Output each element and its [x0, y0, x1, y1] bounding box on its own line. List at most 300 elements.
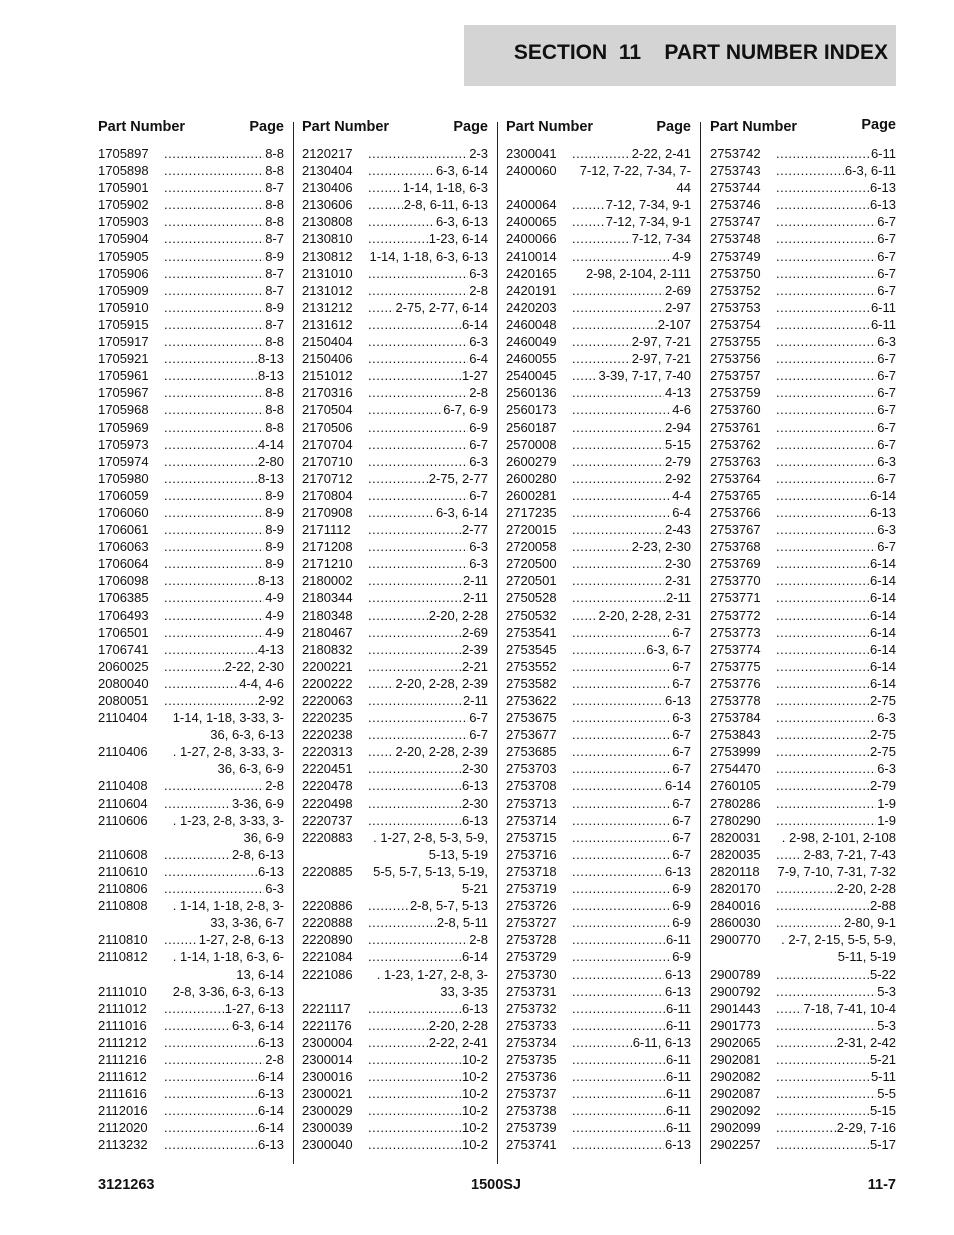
page-reference	[776, 453, 896, 470]
dot-leader	[776, 265, 876, 282]
dot-leader	[572, 196, 605, 213]
page-reference	[572, 777, 691, 794]
dot-leader	[164, 350, 257, 367]
dot-leader	[776, 196, 869, 213]
page-reference	[572, 401, 691, 418]
part-number: 2180832	[302, 641, 353, 657]
dot-leader	[164, 1000, 224, 1017]
page-reference	[572, 521, 691, 538]
dot-leader	[164, 162, 264, 179]
page-reference	[368, 419, 488, 436]
index-row	[98, 795, 284, 812]
part-number: 2131010	[302, 265, 353, 281]
page-value: 2-92	[664, 470, 691, 486]
page-reference	[572, 384, 691, 401]
part-number: 2902087	[710, 1086, 761, 1102]
page-reference	[164, 880, 284, 897]
page-reference	[368, 641, 488, 658]
page-reference	[368, 350, 488, 367]
page-value: 8-9	[265, 539, 284, 555]
page-reference	[164, 624, 284, 641]
page-reference	[368, 948, 488, 965]
part-number: 2220883	[302, 829, 353, 845]
part-number: 2780286	[710, 795, 761, 811]
page-value: 6-4	[672, 504, 691, 520]
index-row	[98, 436, 284, 453]
part-number: 1706098	[98, 573, 149, 589]
dot-leader	[164, 521, 264, 538]
dot-leader	[572, 1085, 665, 1102]
page-value: 8-13	[257, 470, 284, 486]
part-number: 2753770	[710, 573, 761, 589]
dot-leader	[368, 419, 468, 436]
part-number: 2600279	[506, 453, 557, 469]
index-row	[98, 897, 284, 931]
dot-leader	[776, 470, 876, 487]
page-reference	[368, 863, 488, 897]
page-value: 6-7	[672, 727, 691, 743]
page-value: 6-3, 6-7	[646, 641, 691, 657]
page-reference	[368, 829, 488, 863]
page-reference	[572, 948, 691, 965]
part-number: 1705974	[98, 453, 149, 469]
page-value: 6-9	[672, 898, 691, 914]
page-reference	[164, 948, 284, 982]
part-number: 2820035	[710, 846, 761, 862]
page-value: 6-7, 6-9	[443, 402, 488, 418]
dot-leader	[368, 607, 428, 624]
page-value: . 1-14, 1-18, 6-3, 6-13, 6-14	[172, 949, 284, 982]
part-number: 2300021	[302, 1086, 353, 1102]
part-number: 2753715	[506, 829, 557, 845]
part-number-heading: Part Number	[302, 119, 390, 135]
index-row	[710, 248, 896, 265]
page-value: 1-14, 1-18, 6-3	[402, 180, 488, 196]
page-value: 2-20, 2-28	[428, 1017, 488, 1033]
index-row	[506, 1136, 691, 1153]
part-number: 2131612	[302, 316, 353, 332]
index-row	[98, 145, 284, 162]
dot-leader	[368, 572, 462, 589]
part-number: 2220498	[302, 795, 353, 811]
footer-model: 1500SJ	[471, 1177, 521, 1193]
index-row	[302, 709, 488, 726]
index-row	[98, 162, 284, 179]
dot-leader	[368, 658, 461, 675]
page-value: 6-11	[870, 316, 896, 332]
page-reference	[164, 692, 284, 709]
dot-leader	[776, 1051, 869, 1068]
index-row	[302, 931, 488, 948]
page-reference	[776, 538, 896, 555]
page-reference	[164, 572, 284, 589]
dot-leader	[572, 248, 671, 265]
dot-leader	[164, 179, 264, 196]
page-reference	[368, 1102, 488, 1119]
part-number: 1706493	[98, 607, 149, 623]
dot-leader	[572, 555, 664, 572]
part-number: 2753743	[710, 163, 761, 179]
index-row	[506, 1051, 691, 1068]
part-number: 2902092	[710, 1103, 761, 1119]
page-value: 2-20, 2-28, 2-39	[395, 675, 488, 691]
dot-leader	[776, 1000, 802, 1017]
page-reference	[368, 248, 488, 265]
dot-leader	[368, 1102, 461, 1119]
index-row	[506, 880, 691, 897]
page-value: 2-94	[664, 419, 691, 435]
page-reference	[776, 829, 896, 846]
dot-leader	[776, 692, 869, 709]
index-row	[302, 812, 488, 829]
footer-doc-number: 3121263	[98, 1177, 155, 1193]
part-number: 2170504	[302, 402, 353, 418]
part-number: 2753735	[506, 1051, 557, 1067]
index-row	[506, 966, 691, 983]
page-value: 6-9	[672, 949, 691, 965]
index-row	[506, 401, 691, 418]
part-number: 1706061	[98, 522, 149, 538]
dot-leader	[776, 983, 876, 1000]
index-row	[302, 589, 488, 606]
part-number: 2420165	[506, 265, 557, 281]
part-number: 1706741	[98, 641, 149, 657]
part-number: 2753748	[710, 231, 761, 247]
part-number: 2300004	[302, 1034, 353, 1050]
page-reference	[368, 401, 488, 418]
part-number: 2753737	[506, 1086, 557, 1102]
page-value: 8-8	[265, 163, 284, 179]
part-number: 2902065	[710, 1034, 761, 1050]
part-number: 1705901	[98, 180, 149, 196]
part-number: 2130606	[302, 197, 353, 213]
dot-leader	[164, 1119, 257, 1136]
page-value: 6-3, 6-14	[435, 504, 488, 520]
part-number: 2220890	[302, 932, 353, 948]
page-reference	[776, 162, 896, 179]
page-value: 2-31	[664, 573, 691, 589]
page-reference	[368, 333, 488, 350]
page-reference	[368, 1119, 488, 1136]
page-value: 4-4, 4-6	[239, 675, 284, 691]
part-number: 2753774	[710, 641, 761, 657]
part-number: 2110806	[98, 881, 148, 897]
index-row	[506, 1034, 691, 1051]
index-row	[506, 230, 691, 247]
page-value: 6-14	[869, 624, 896, 640]
index-row	[506, 436, 691, 453]
page-value: 7-12, 7-34, 9-1	[605, 197, 691, 213]
dot-leader	[572, 658, 671, 675]
part-number: 2753843	[710, 727, 761, 743]
part-number: 2113232	[98, 1137, 148, 1153]
dot-leader	[164, 213, 264, 230]
dot-leader	[776, 248, 876, 265]
part-number: 2753742	[710, 146, 761, 161]
page-reference	[368, 521, 488, 538]
page-value: 8-8	[265, 146, 284, 161]
dot-leader	[164, 1051, 264, 1068]
page-value: 8-7	[265, 231, 284, 247]
page-reference	[368, 145, 488, 162]
page-reference	[164, 1068, 284, 1085]
index-row	[98, 863, 284, 880]
part-number: 2170710	[302, 453, 353, 469]
part-number: 2753755	[710, 334, 761, 350]
index-row	[302, 367, 488, 384]
part-number: 1705973	[98, 436, 149, 452]
page-reference	[572, 196, 691, 213]
page-reference	[776, 966, 896, 983]
dot-leader	[572, 419, 664, 436]
page-reference	[776, 658, 896, 675]
dot-leader	[164, 1017, 231, 1034]
page-reference	[776, 179, 896, 196]
dot-leader	[776, 504, 869, 521]
index-row	[506, 897, 691, 914]
page-value: 6-13	[461, 778, 488, 794]
page-value: 6-14	[869, 590, 896, 606]
part-number: 2901773	[710, 1017, 761, 1033]
part-number: 2460049	[506, 334, 557, 350]
index-row	[710, 1119, 896, 1136]
index-row	[710, 589, 896, 606]
page-reference	[368, 555, 488, 572]
index-row	[710, 367, 896, 384]
index-row	[98, 1034, 284, 1051]
page-reference	[776, 265, 896, 282]
page-value: 6-9	[672, 915, 691, 931]
page-value: 6-3, 6-11	[844, 163, 896, 179]
page-reference	[572, 1068, 691, 1085]
part-number: 2180467	[302, 624, 353, 640]
index-row	[98, 419, 284, 436]
page-value: 6-13	[664, 966, 691, 982]
index-row	[98, 812, 284, 846]
page-reference	[572, 829, 691, 846]
page-reference	[776, 521, 896, 538]
page-value: 2-75, 2-77	[428, 470, 488, 486]
page-reference	[776, 299, 896, 316]
index-row	[506, 350, 691, 367]
page-value: 4-6	[672, 402, 691, 418]
page-value: 6-7	[672, 829, 691, 845]
part-number: 2753761	[710, 419, 761, 435]
page-reference	[164, 453, 284, 470]
part-number: 2753739	[506, 1120, 557, 1136]
part-number: 2110408	[98, 778, 148, 794]
page-value: . 1-27, 2-8, 3-33, 3-36, 6-3, 6-9	[172, 744, 284, 777]
dot-leader	[368, 145, 468, 162]
index-row	[710, 487, 896, 504]
part-number: 2753727	[506, 915, 557, 931]
dot-leader	[572, 213, 605, 230]
page-reference	[776, 487, 896, 504]
part-number: 2753685	[506, 744, 557, 760]
page-value: 2-97, 7-21	[631, 351, 691, 367]
page-value: 8-8	[265, 419, 284, 435]
index-row	[506, 1068, 691, 1085]
part-number: 2900792	[710, 983, 761, 999]
dot-leader	[164, 282, 264, 299]
index-row	[302, 470, 488, 487]
index-row	[302, 1119, 488, 1136]
page-reference	[572, 1034, 691, 1051]
dot-leader	[776, 230, 876, 247]
dot-leader	[572, 1119, 665, 1136]
dot-leader	[368, 812, 461, 829]
page-value: 6-14	[257, 1103, 284, 1119]
part-number: 2130812	[302, 248, 353, 264]
dot-leader	[164, 1085, 257, 1102]
page-reference	[776, 1119, 896, 1136]
page-reference	[572, 897, 691, 914]
index-row	[506, 213, 691, 230]
part-number-heading: Part Number	[506, 119, 594, 135]
page-reference	[572, 145, 691, 162]
dot-leader	[368, 743, 394, 760]
page-reference	[572, 248, 691, 265]
part-number: 1705915	[98, 316, 149, 332]
dot-leader	[776, 760, 876, 777]
page-value: 6-3	[877, 522, 896, 538]
index-row	[98, 265, 284, 282]
page-reference	[164, 641, 284, 658]
index-row	[506, 521, 691, 538]
dot-leader	[368, 470, 428, 487]
page-reference	[368, 504, 488, 521]
page-value: 3-39, 7-17, 7-40	[598, 368, 691, 384]
part-number: 2753775	[710, 658, 761, 674]
dot-leader	[776, 419, 876, 436]
dot-leader	[164, 419, 264, 436]
part-number: 2750532	[506, 607, 557, 623]
dot-leader	[776, 179, 869, 196]
index-row	[506, 1119, 691, 1136]
dot-leader	[572, 880, 671, 897]
index-row	[710, 1034, 896, 1051]
page-reference	[776, 230, 896, 247]
index-row	[710, 795, 896, 812]
part-number: 2420191	[506, 282, 557, 298]
index-row	[98, 179, 284, 196]
page-value: 5-22	[869, 966, 896, 982]
dot-leader	[776, 1068, 870, 1085]
page-value: 6-11	[665, 1017, 691, 1033]
part-number: 2753772	[710, 607, 761, 623]
dot-leader	[572, 145, 631, 162]
part-number: 1705921	[98, 351, 149, 367]
page-reference	[164, 658, 284, 675]
page-reference	[164, 470, 284, 487]
index-row	[506, 419, 691, 436]
dot-leader	[776, 1119, 836, 1136]
page-value: 2-8, 5-7, 5-13	[409, 898, 488, 914]
page-value: 2-23, 2-30	[631, 539, 691, 555]
index-row	[98, 470, 284, 487]
part-number: 1706385	[98, 590, 149, 606]
page-value: 4-9	[265, 624, 284, 640]
part-number: 2753541	[506, 624, 557, 640]
page-value: 2-8	[265, 1051, 284, 1067]
dot-leader	[164, 555, 264, 572]
page-reference	[368, 1034, 488, 1051]
page-reference	[164, 316, 284, 333]
index-row	[302, 538, 488, 555]
part-number: 1705909	[98, 282, 149, 298]
page-reference	[164, 436, 284, 453]
page-value: 6-7	[672, 795, 691, 811]
page-reference	[368, 726, 488, 743]
part-number: 2720058	[506, 539, 557, 555]
index-row	[302, 179, 488, 196]
page-value: 7-12, 7-22, 7-34, 7-44	[579, 163, 691, 196]
page-reference	[368, 316, 488, 333]
part-number: 2902257	[710, 1137, 761, 1153]
index-row	[710, 914, 896, 931]
index-row	[710, 1102, 896, 1119]
index-row	[98, 641, 284, 658]
index-row	[98, 213, 284, 230]
index-row	[302, 145, 488, 162]
index-row	[710, 1051, 896, 1068]
part-number: 2170704	[302, 436, 353, 452]
page-reference	[776, 350, 896, 367]
index-row	[302, 914, 488, 931]
dot-leader	[368, 795, 461, 812]
part-number: 2753730	[506, 966, 557, 982]
part-number: 2753749	[710, 248, 761, 264]
page-reference	[776, 726, 896, 743]
page-reference	[572, 760, 691, 777]
page-reference	[572, 658, 691, 675]
part-number: 2220737	[302, 812, 353, 828]
dot-leader	[368, 504, 435, 521]
part-number: 2111612	[98, 1069, 147, 1085]
dot-leader	[368, 1051, 461, 1068]
page-reference	[368, 658, 488, 675]
page-value: 5-3	[877, 1017, 896, 1033]
index-row	[710, 384, 896, 401]
page-value: 8-9	[265, 248, 284, 264]
index-row	[506, 846, 691, 863]
part-number: 2900770	[710, 932, 761, 948]
page-value: 6-14	[257, 1069, 284, 1085]
page-reference	[164, 555, 284, 572]
dot-leader	[572, 1102, 665, 1119]
dot-leader	[572, 572, 664, 589]
part-number: 2753778	[710, 693, 761, 708]
page-reference	[368, 436, 488, 453]
part-number: 2902082	[710, 1069, 761, 1085]
dot-leader	[572, 367, 597, 384]
dot-leader	[776, 607, 869, 624]
page-value: 6-3	[877, 710, 896, 726]
page-value: 8-13	[257, 573, 284, 589]
part-number: 2110610	[98, 863, 148, 879]
page-reference	[776, 863, 896, 880]
dot-leader	[164, 658, 224, 675]
page-value: 8-8	[265, 334, 284, 350]
page-value: 6-14	[461, 316, 488, 332]
part-number: 2130808	[302, 214, 353, 230]
page-reference	[164, 931, 284, 948]
page-reference	[164, 384, 284, 401]
dot-leader	[572, 863, 664, 880]
part-number: 2200221	[302, 658, 353, 674]
index-column-3	[506, 119, 691, 1154]
page-reference	[776, 145, 896, 162]
